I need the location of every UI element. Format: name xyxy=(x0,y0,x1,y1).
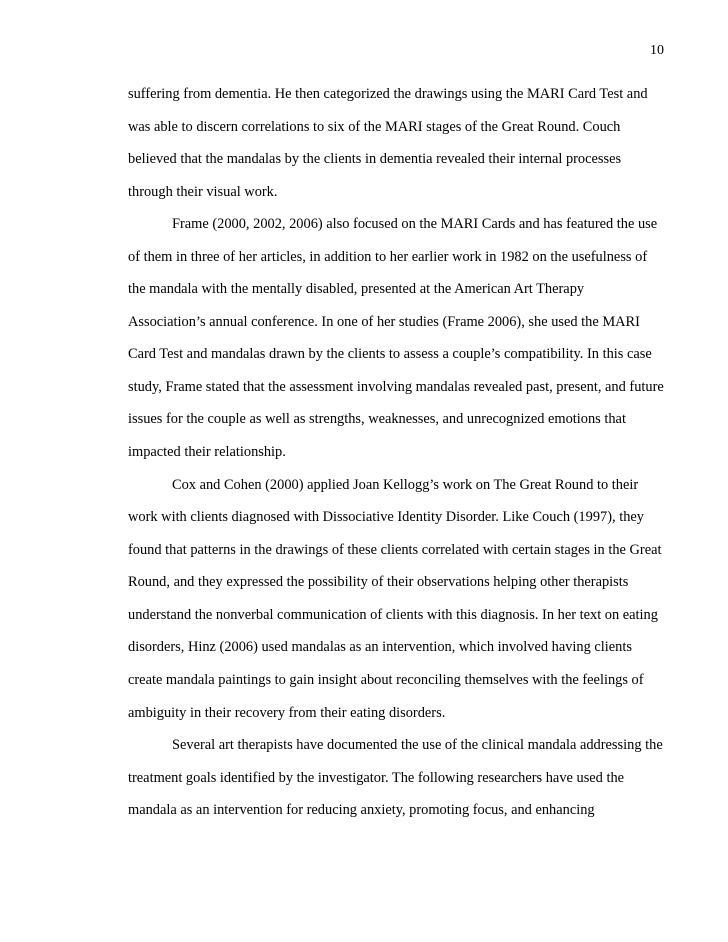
text-line: treatment goals identified by the investigator. The following researchers have used the xyxy=(128,770,625,786)
page-number: 10 xyxy=(650,43,664,58)
text-line: ambiguity in their recovery from their eating disorders. xyxy=(128,705,446,721)
text-line: the mandala with the mentally disabled, presented at the American Art Therapy xyxy=(128,281,585,297)
text-line: understand the nonverbal communication of clients with this diagnosis. In her text on eating xyxy=(128,607,658,623)
text-line: Association’s annual conference. In one of her studies (Frame 2006), she used the MARI xyxy=(128,314,640,330)
text-line: Frame (2000, 2002, 2006) also focused on the MARI Cards and has featured the use xyxy=(172,216,658,232)
text-line: suffering from dementia. He then categorized the drawings using the MARI Card Test and xyxy=(128,86,648,102)
text-line: issues for the couple as well as strengths, weaknesses, and unrecognized emotions that xyxy=(128,411,626,427)
text-line: believed that the mandalas by the clients in dementia revealed their internal processes xyxy=(128,151,622,167)
text-line: disorders, Hinz (2006) used mandalas as an intervention, which involved having clients xyxy=(128,639,632,655)
text-line: Several art therapists have documented the use of the clinical mandala addressing the xyxy=(172,737,663,753)
text-line: impacted their relationship. xyxy=(128,444,286,460)
text-line: Cox and Cohen (2000) applied Joan Kellogg’s work on The Great Round to their xyxy=(172,477,639,493)
text-line: work with clients diagnosed with Dissociative Identity Disorder. Like Couch (1997), they xyxy=(128,509,644,525)
text-line: Round, and they expressed the possibility of their observations helping other therapists xyxy=(128,574,629,590)
text-line: was able to discern correlations to six of the MARI stages of the Great Round. Couch xyxy=(128,119,621,135)
text-line: mandala as an intervention for reducing anxiety, promoting focus, and enhancing xyxy=(128,802,595,818)
text-line: study, Frame stated that the assessment involving mandalas revealed past, present, and future xyxy=(128,379,664,395)
text-line: found that patterns in the drawings of these clients correlated with certain stages in the Great xyxy=(128,542,662,558)
text-line: Card Test and mandalas drawn by the clients to assess a couple’s compatibility. In this case xyxy=(128,346,652,362)
text-line: of them in three of her articles, in addition to her earlier work in 1982 on the usefulness of xyxy=(128,249,648,265)
text-line: create mandala paintings to gain insight about reconciling themselves with the feelings of xyxy=(128,672,644,688)
text-line: through their visual work. xyxy=(128,184,278,200)
